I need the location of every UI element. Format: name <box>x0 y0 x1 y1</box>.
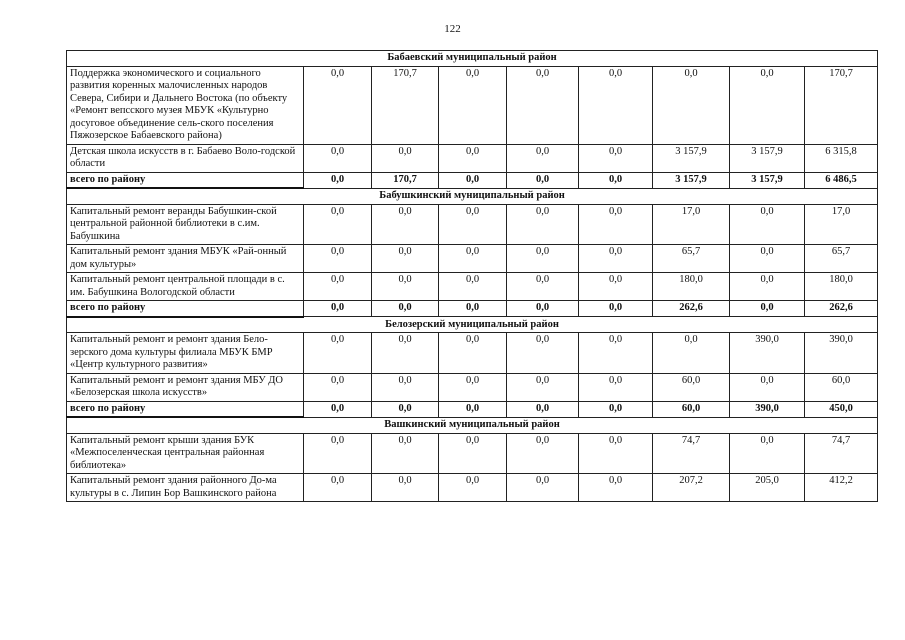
value-cell: 0,0 <box>507 204 579 245</box>
value-cell: 0,0 <box>372 245 439 273</box>
value-cell: 6 315,8 <box>805 144 878 172</box>
section-header <box>67 317 878 333</box>
page-number: 122 <box>444 23 461 35</box>
value-cell: 0,0 <box>372 433 439 474</box>
value-cell: 0,0 <box>304 66 372 144</box>
value-cell: 3 157,9 <box>730 144 805 172</box>
value-cell: 3 157,9 <box>653 144 730 172</box>
value-cell: 60,0 <box>805 373 878 401</box>
value-cell: 170,7 <box>805 66 878 144</box>
value-cell: 3 157,9 <box>730 172 805 188</box>
table-row <box>67 273 878 301</box>
value-cell: 0,0 <box>730 204 805 245</box>
value-cell: 0,0 <box>653 66 730 144</box>
value-cell: 0,0 <box>372 474 439 502</box>
value-cell: 6 486,5 <box>805 172 878 188</box>
value-cell: 0,0 <box>730 433 805 474</box>
section-header <box>67 188 878 204</box>
value-cell: 60,0 <box>653 401 730 417</box>
value-cell: 0,0 <box>507 301 579 317</box>
value-cell: 0,0 <box>439 66 507 144</box>
value-cell: 0,0 <box>304 144 372 172</box>
value-cell: 0,0 <box>439 474 507 502</box>
value-cell: 0,0 <box>439 401 507 417</box>
value-cell: 74,7 <box>805 433 878 474</box>
value-cell: 0,0 <box>304 273 372 301</box>
value-cell: 0,0 <box>507 66 579 144</box>
value-cell: 207,2 <box>653 474 730 502</box>
value-cell: 0,0 <box>439 204 507 245</box>
value-cell: 0,0 <box>439 144 507 172</box>
value-cell: 0,0 <box>304 474 372 502</box>
table-row <box>67 245 878 273</box>
section-header <box>67 417 878 433</box>
object-name: Капитальный ремонт веранды Бабушкин-ской центральной районной библиотеки в с.им. Бабушкина <box>67 204 304 245</box>
value-cell: 0,0 <box>507 273 579 301</box>
value-cell: 0,0 <box>579 301 653 317</box>
section-title: Бабушкинский муниципальный район <box>67 188 878 204</box>
value-cell: 390,0 <box>805 333 878 374</box>
value-cell: 0,0 <box>730 373 805 401</box>
value-cell: 412,2 <box>805 474 878 502</box>
value-cell: 0,0 <box>507 474 579 502</box>
value-cell: 180,0 <box>653 273 730 301</box>
value-cell: 0,0 <box>372 401 439 417</box>
object-name: Капитальный ремонт и ремонт здания МБУ ДО «Белозерская школа искусств» <box>67 373 304 401</box>
table-row <box>67 333 878 374</box>
total-row <box>67 172 878 188</box>
value-cell: 0,0 <box>579 373 653 401</box>
value-cell: 262,6 <box>805 301 878 317</box>
total-label: всего по району <box>67 301 304 317</box>
value-cell: 0,0 <box>439 172 507 188</box>
value-cell: 0,0 <box>304 245 372 273</box>
table-row <box>67 433 878 474</box>
value-cell: 0,0 <box>579 474 653 502</box>
value-cell: 0,0 <box>653 333 730 374</box>
value-cell: 0,0 <box>579 66 653 144</box>
object-name: Детская школа искусств в г. Бабаево Воло-годской области <box>67 144 304 172</box>
value-cell: 65,7 <box>653 245 730 273</box>
total-label: всего по району <box>67 172 304 188</box>
value-cell: 0,0 <box>507 245 579 273</box>
value-cell: 0,0 <box>439 333 507 374</box>
value-cell: 0,0 <box>507 401 579 417</box>
value-cell: 0,0 <box>372 273 439 301</box>
value-cell: 0,0 <box>439 301 507 317</box>
value-cell: 0,0 <box>579 172 653 188</box>
value-cell: 0,0 <box>579 433 653 474</box>
value-cell: 262,6 <box>653 301 730 317</box>
object-name: Капитальный ремонт и ремонт здания Бело-зерского дома культуры филиала МБУК БМР «Центр культурного развития» <box>67 333 304 374</box>
object-name: Капитальный ремонт здания МБУК «Рай-онный дом культуры» <box>67 245 304 273</box>
value-cell: 0,0 <box>439 373 507 401</box>
value-cell: 0,0 <box>507 144 579 172</box>
value-cell: 0,0 <box>579 245 653 273</box>
value-cell: 0,0 <box>579 401 653 417</box>
value-cell: 0,0 <box>304 373 372 401</box>
table-row <box>67 373 878 401</box>
value-cell: 0,0 <box>304 172 372 188</box>
table-row <box>67 66 878 144</box>
section-header <box>67 51 878 67</box>
value-cell: 0,0 <box>579 273 653 301</box>
value-cell: 205,0 <box>730 474 805 502</box>
value-cell: 0,0 <box>730 273 805 301</box>
value-cell: 0,0 <box>730 245 805 273</box>
value-cell: 170,7 <box>372 66 439 144</box>
total-row <box>67 401 878 417</box>
value-cell: 390,0 <box>730 401 805 417</box>
value-cell: 0,0 <box>579 204 653 245</box>
value-cell: 0,0 <box>304 301 372 317</box>
value-cell: 0,0 <box>372 373 439 401</box>
value-cell: 0,0 <box>507 333 579 374</box>
object-name: Капитальный ремонт крыши здания БУК «Межпоселенческая центральная районная библиотека» <box>67 433 304 474</box>
value-cell: 0,0 <box>439 433 507 474</box>
object-name: Капитальный ремонт центральной площади в с. им. Бабушкина Вологодской области <box>67 273 304 301</box>
value-cell: 17,0 <box>653 204 730 245</box>
object-name: Поддержка экономического и социального развития коренных малочисленных народов Севера, Сибири и Дальнего Востока (по объекту «Ремонт вепсского музея МБУК «Культурно досуговое объединение сель-ского поселения Пяжозерское Бабаевского района) <box>67 66 304 144</box>
value-cell: 170,7 <box>372 172 439 188</box>
value-cell: 0,0 <box>579 333 653 374</box>
value-cell: 0,0 <box>372 204 439 245</box>
value-cell: 0,0 <box>507 172 579 188</box>
value-cell: 65,7 <box>805 245 878 273</box>
section-title: Вашкинский муниципальный район <box>67 417 878 433</box>
value-cell: 0,0 <box>579 144 653 172</box>
value-cell: 450,0 <box>805 401 878 417</box>
value-cell: 0,0 <box>304 333 372 374</box>
value-cell: 0,0 <box>304 433 372 474</box>
value-cell: 74,7 <box>653 433 730 474</box>
value-cell: 0,0 <box>730 301 805 317</box>
value-cell: 17,0 <box>805 204 878 245</box>
budget-table <box>66 50 878 502</box>
total-label: всего по району <box>67 401 304 417</box>
value-cell: 60,0 <box>653 373 730 401</box>
value-cell: 0,0 <box>439 245 507 273</box>
value-cell: 0,0 <box>730 66 805 144</box>
value-cell: 0,0 <box>372 333 439 374</box>
value-cell: 3 157,9 <box>653 172 730 188</box>
section-title: Бабаевский муниципальный район <box>67 51 878 67</box>
table-row <box>67 474 878 502</box>
value-cell: 180,0 <box>805 273 878 301</box>
value-cell: 0,0 <box>372 144 439 172</box>
total-row <box>67 301 878 317</box>
value-cell: 390,0 <box>730 333 805 374</box>
table-row <box>67 204 878 245</box>
value-cell: 0,0 <box>507 373 579 401</box>
value-cell: 0,0 <box>304 204 372 245</box>
value-cell: 0,0 <box>372 301 439 317</box>
object-name: Капитальный ремонт здания районного До-ма культуры в с. Липин Бор Вашкинского района <box>67 474 304 502</box>
value-cell: 0,0 <box>507 433 579 474</box>
value-cell: 0,0 <box>439 273 507 301</box>
section-title: Белозерский муниципальный район <box>67 317 878 333</box>
value-cell: 0,0 <box>304 401 372 417</box>
table-row <box>67 144 878 172</box>
